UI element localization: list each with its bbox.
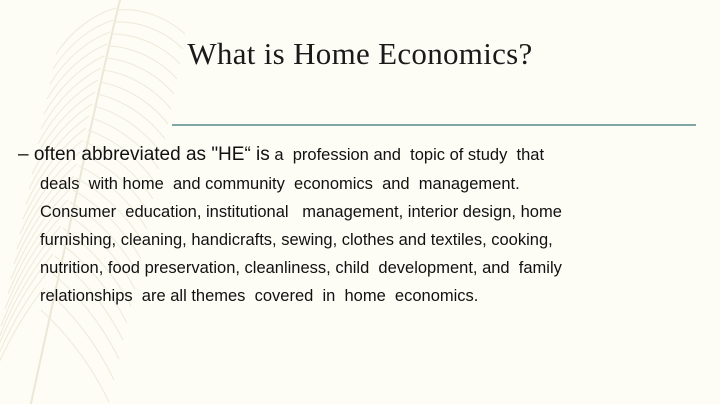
body-line: furnishing, cleaning, handicrafts, sewing, clothes and textiles, cooking, <box>40 231 553 249</box>
title-divider <box>172 124 696 126</box>
body-line: nutrition, food preservation, cleanliness, child development, and family <box>40 259 562 277</box>
lead-dash: – <box>18 144 34 165</box>
lead-bold-text: often abbreviated as "HE“ is <box>33 144 270 165</box>
body-lead-line <box>18 140 702 170</box>
body-line: relationships are all themes covered in home economics. <box>40 287 479 305</box>
page-title: What is Home Economics? <box>187 36 533 71</box>
slide-body <box>18 140 702 310</box>
lead-rest-text: a profession and topic of study that <box>269 146 545 164</box>
body-line: Consumer education, institutional management, interior design, home <box>40 203 562 221</box>
body-line: deals with home and community economics and management. <box>40 175 520 193</box>
